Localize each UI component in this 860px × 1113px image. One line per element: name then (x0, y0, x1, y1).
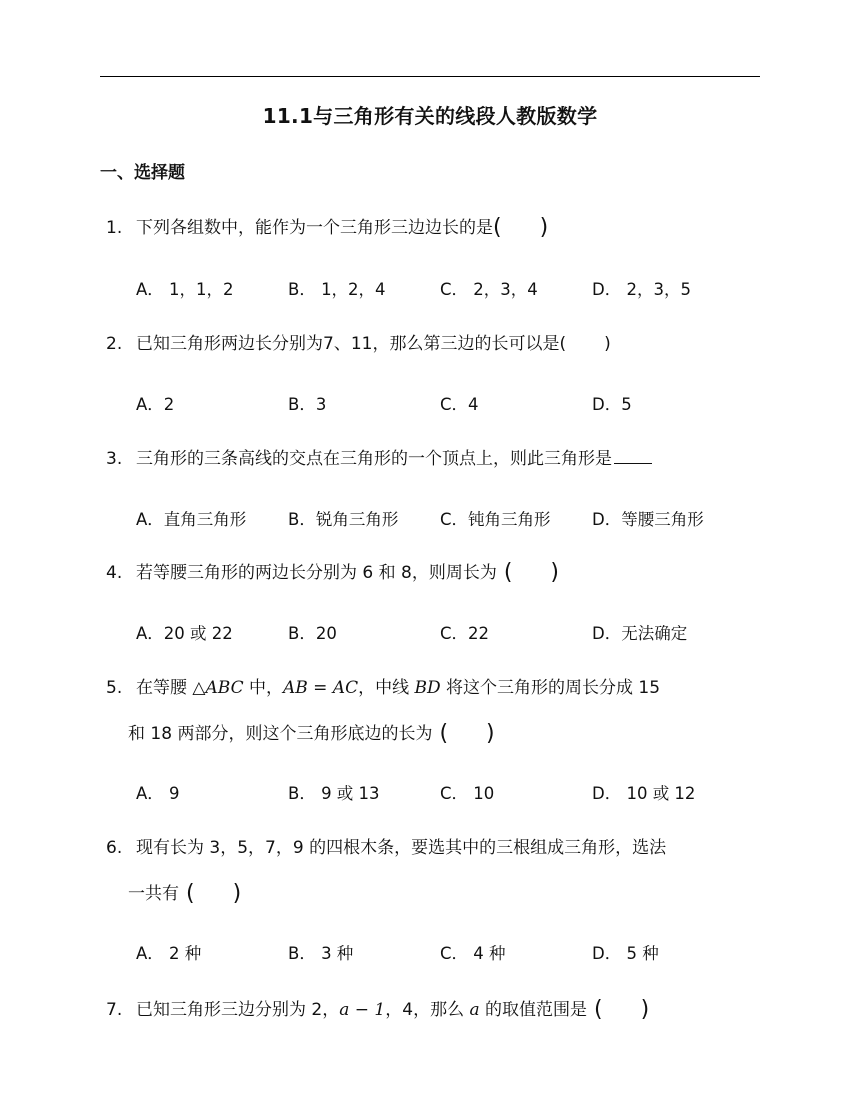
option-d: D．无法确定 (592, 624, 688, 643)
header-rule (100, 76, 760, 77)
document-title: 11.1与三角形有关的线段人教版数学 (262, 104, 598, 128)
option-a: A． 2 种 (136, 944, 202, 963)
question-5 (100, 662, 790, 714)
question-6 (100, 822, 790, 874)
question-4: 4. 若等腰三角形的两边长分别为 6 和 8，则周长为 ( ) (100, 547, 790, 599)
question-number: 5. (106, 678, 123, 698)
option-b: B． 9 或 13 (288, 784, 380, 803)
question-5-line-2: 和 18 两部分，则这个三角形底边的长为 ( ) (100, 708, 790, 760)
option-d: D． 5 种 (592, 944, 659, 963)
question-text: 和 18 两部分，则这个三角形底边的长为 (128, 724, 433, 744)
question-text: ，4，那么 (385, 1000, 465, 1020)
option-a: A．20 或 22 (136, 624, 233, 643)
options-4 (136, 620, 756, 650)
option-b: B．3 (288, 395, 327, 414)
question-7: 7. 已知三角形三边分别为 2，a − 1，4，那么 a 的取值范围是 ( ) (100, 984, 790, 1036)
question-text: 在等腰 (136, 678, 187, 698)
option-c: C． 2，3，4 (440, 280, 538, 299)
question-1: 1. 下列各组数中，能作为一个三角形三边边长的是( ) (100, 202, 790, 254)
math-expression: a − 1 (339, 1000, 386, 1020)
question-number: 4. (106, 563, 123, 583)
question-text: 中， (248, 678, 283, 698)
question-text: 若等腰三角形的两边长分别为 6 和 8，则周长为 (136, 563, 497, 583)
question-text: 的取值范围是 (485, 1000, 588, 1020)
option-b: B．锐角三角形 (288, 510, 399, 529)
question-number: 6. (106, 838, 123, 858)
question-text: 下列各组数中，能作为一个三角形三边边长的是 (136, 218, 493, 238)
option-a: A．2 (136, 395, 175, 414)
option-b: B．20 (288, 624, 337, 643)
option-c: C．钝角三角形 (440, 510, 551, 529)
math-equation: AB = AC (282, 678, 359, 698)
question-text: ，中线 (358, 678, 410, 698)
options-5 (136, 780, 756, 810)
question-text: 已知三角形两边长分别为7、11，那么第三边的长可以是 (136, 334, 560, 354)
question-text: 将这个三角形的周长分成 15 (446, 678, 661, 698)
option-c: C．4 (440, 395, 479, 414)
question-number: 2. (106, 334, 123, 354)
option-a: A． 9 (136, 784, 180, 803)
options-3 (136, 506, 756, 536)
options-2 (136, 391, 756, 421)
question-6-line-2: 一共有 ( ) (100, 868, 790, 920)
math-variable: a (469, 1000, 480, 1020)
answer-blank (614, 449, 652, 464)
question-text: 三角形的三条高线的交点在三角形的一个顶点上，则此三角形是 (136, 449, 612, 469)
option-d: D．等腰三角形 (592, 510, 704, 529)
question-text: 已知三角形三边分别为 2， (136, 1000, 340, 1020)
options-1 (136, 276, 756, 306)
question-text: 一共有 (128, 884, 179, 904)
option-d: D． 2，3，5 (592, 280, 691, 299)
math-segment: BD (414, 678, 441, 698)
question-3 (100, 433, 790, 485)
question-number: 7. (106, 1000, 123, 1020)
option-c: C． 10 (440, 784, 495, 803)
question-number: 1. (106, 218, 123, 238)
math-triangle: △ABC (192, 678, 244, 698)
option-c: C．22 (440, 624, 490, 643)
question-text: 现有长为 3，5，7，9 的四根木条，要选其中的三根组成三角形，选法 (136, 838, 667, 858)
option-d: D．5 (592, 395, 632, 414)
option-a: A．直角三角形 (136, 510, 247, 529)
option-c: C． 4 种 (440, 944, 506, 963)
option-a: A． 1，1，2 (136, 280, 234, 299)
option-b: B． 1，2，4 (288, 280, 386, 299)
option-b: B． 3 种 (288, 944, 354, 963)
question-number: 3. (106, 449, 123, 469)
section-heading: 一、选择题 (100, 163, 185, 183)
options-6 (136, 940, 756, 970)
question-2: 2. 已知三角形两边长分别为7、11，那么第三边的长可以是( ) (100, 318, 790, 370)
option-d: D． 10 或 12 (592, 784, 696, 803)
